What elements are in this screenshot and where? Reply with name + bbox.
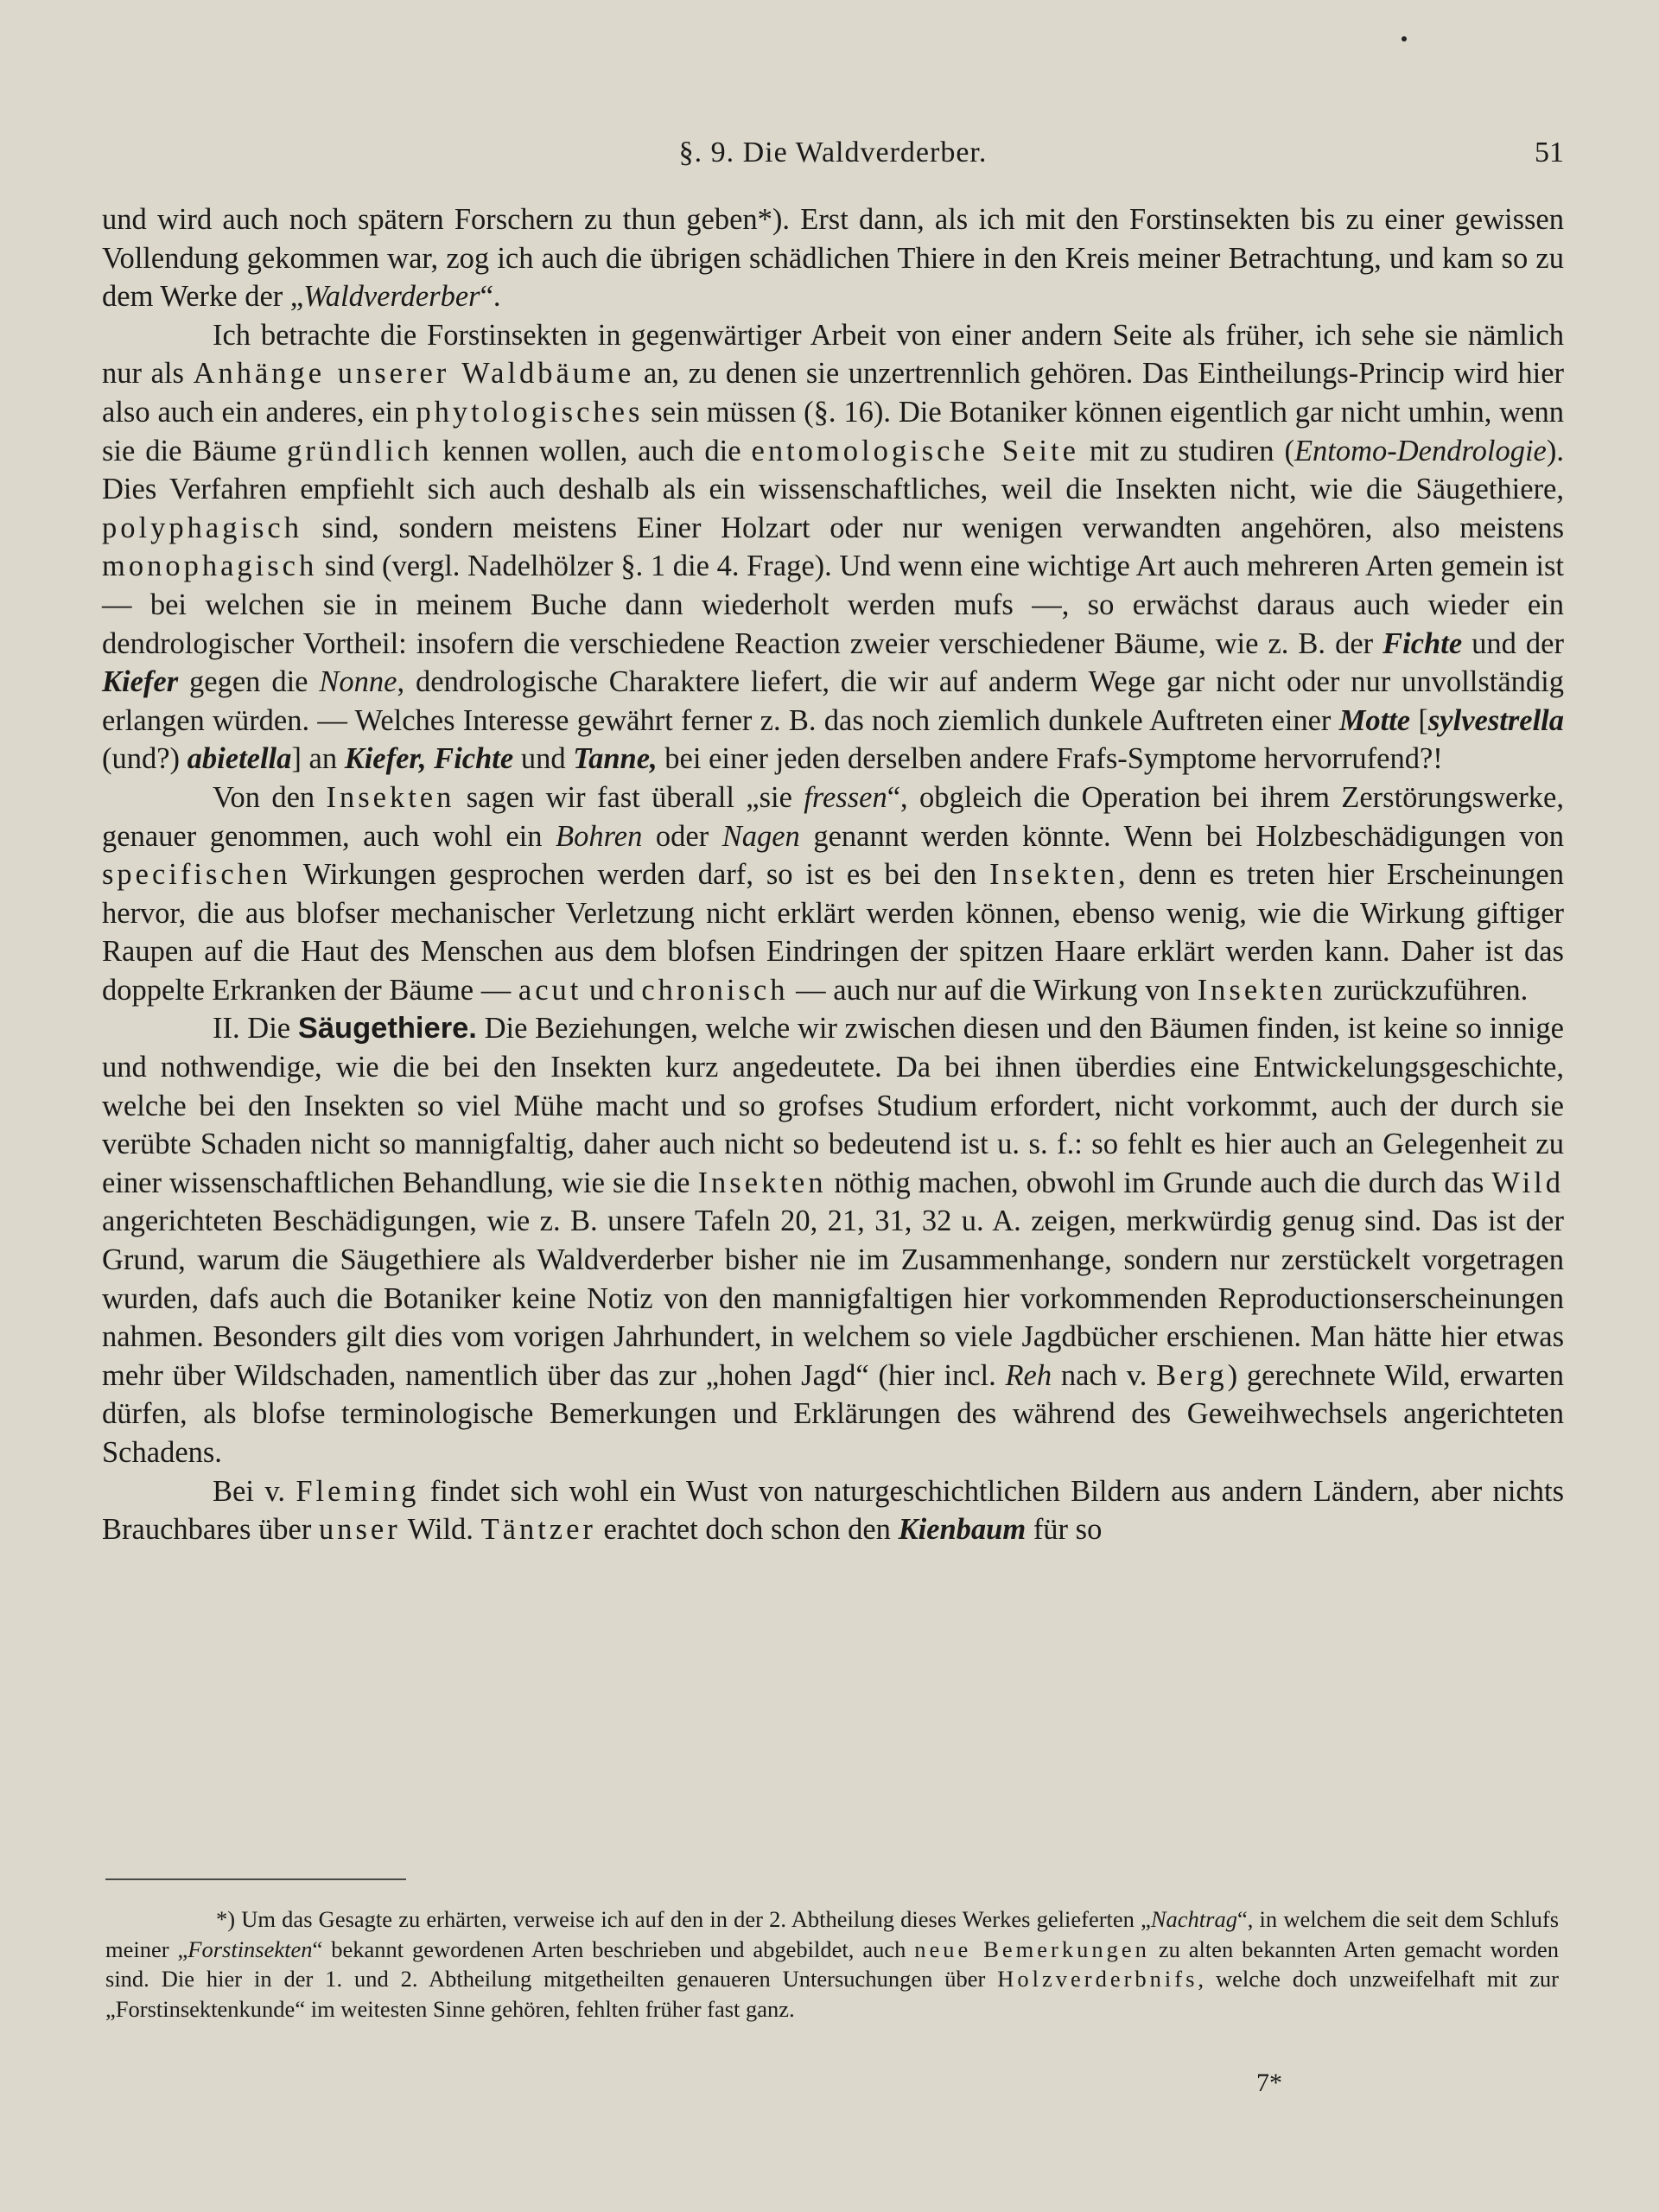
italic-run: Fichte: [1382, 626, 1463, 660]
paragraph-2: [102, 316, 1564, 779]
italic-run: Bohren: [556, 819, 643, 853]
italic-run: Waldverderber: [303, 280, 480, 314]
italic-run: Nonne: [319, 665, 397, 699]
italic-run: abietella: [187, 742, 292, 776]
spaced-run: Berg: [1156, 1358, 1228, 1392]
page-number: 51: [1535, 137, 1564, 168]
body-text: [102, 200, 1564, 1549]
text-run: sagen wir fast überall „sie: [454, 780, 804, 814]
spaced-run: chronisch: [641, 973, 789, 1007]
spaced-run: Wild: [1491, 1166, 1564, 1199]
text-run: Wirkungen gesprochen werden darf, so ist es bei den: [290, 858, 990, 892]
spaced-run: unser: [318, 1513, 401, 1547]
text-run: Bei v.: [213, 1474, 296, 1508]
italic-run: Reh: [1005, 1358, 1052, 1392]
text-run: ] an: [291, 742, 345, 776]
text-run: , dendrologische Charaktere liefert, die wir auf anderm Wege gar nicht oder nur unvollständig erlangen würden. — Welches Interesse gewährt ferner z. B. das noch ziemlich dunkele Auftreten einer: [102, 665, 1564, 737]
text-run: , welche doch unzweifelhaft mit zur „Forstinsektenkunde“ im weitesten Sinne gehören, fehlten früher fast ganz.: [105, 1966, 1559, 2022]
text-run: nach v.: [1052, 1358, 1157, 1392]
text-run: bei einer jeden derselben andere Frafs-Symptome hervorrufend?!: [657, 742, 1443, 776]
text-run: Die Beziehungen, welche wir zwischen diesen und den Bäumen finden, ist keine so innige und nothwendige, wie die bei den Insekten kurz angedeutete. Da bei ihnen überdies eine Entwickelungsgeschichte, welche bei den Insekten so viel Mühe macht und so grofses Studium erfordert, nicht vorkommt, auch der durch sie verübte Schaden nicht so mannigfaltig, daher auch nicht so bedeutend ist u. s. f.: so fehlt es hier auch an Gelegenheit zu einer wissenschaftlichen Behandlung, wie sie die: [102, 1012, 1564, 1199]
page-header: [102, 137, 1564, 180]
text-run: “, obgleich die Operation bei ihrem Zerstörungswerke, genauer genommen, auch wohl ein: [102, 780, 1564, 853]
paragraph-1: [102, 200, 1564, 316]
text-run: Ich betrachte die Forstinsekten in gegenwärtiger Arbeit von einer andern Seite als früher, ich sehe sie nämlich nur als: [102, 318, 1564, 391]
text-run: — auch nur auf die Wirkung von: [788, 973, 1198, 1007]
text-run: zurückzuführen.: [1325, 973, 1529, 1007]
section-heading-run: Säugethiere.: [297, 1012, 477, 1046]
spaced-run: Insekten: [1197, 973, 1326, 1007]
spaced-run: Holzverderbnifs: [997, 1966, 1198, 1992]
footnote-text: [105, 1904, 1559, 2024]
italic-run: Kiefer: [102, 665, 179, 699]
text-run: sein müssen (§. 16). Die Botaniker können eigentlich gar nicht umhin, wenn sie die Bäume: [102, 395, 1565, 467]
ink-speck: [1402, 36, 1407, 41]
text-run: an, zu denen sie unzertrennlich gehören. Das Eintheilungs-Princip wird hier also auch ein anderes, ein: [102, 357, 1564, 429]
italic-run: Forstinsekten: [188, 1936, 313, 1962]
spaced-run: specifischen: [102, 858, 291, 892]
spaced-run: monophagisch: [102, 550, 318, 583]
text-run: [: [1410, 703, 1428, 737]
spaced-run: Insekten: [326, 780, 455, 814]
spaced-run: Anhänge unserer Waldbäume: [193, 357, 635, 391]
spaced-run: Fleming: [296, 1474, 420, 1508]
text-run: oder: [642, 819, 722, 853]
spaced-run: neue Bemerkungen: [914, 1936, 1150, 1962]
footnote: [105, 1904, 1559, 2024]
sheet-signature: 7*: [1256, 2069, 1282, 2097]
spaced-run: Insekten: [697, 1166, 827, 1199]
running-title: §. 9. Die Waldverderber.: [678, 137, 988, 168]
italic-run: Kiefer, Fichte: [344, 742, 514, 776]
paragraph-3: [102, 779, 1564, 1010]
footnote-divider: [105, 1878, 406, 1880]
text-run: angerichteten Beschädigungen, wie z. B. unsere Tafeln 20, 21, 31, 32 u. A. zeigen, merkwürdig genug sind. Das ist der Grund, warum die Säugethiere als Waldverderber bisher nie im Zusammenhange, sondern nur zerstückelt vorgetragen wurden, dafs auch die Botaniker keine Notiz von den mannigfaltigen hier vorkommenden Reproductionserscheinungen nahmen. Besonders gilt dies vom vorigen Jahrhundert, in welchem so viele Jagdbücher erschienen. Man hätte hier etwas mehr über Wildschaden, namentlich über das zur „hohen Jagd“ (hier incl.: [102, 1205, 1564, 1392]
text-run: Wild.: [400, 1513, 481, 1547]
spaced-run: phytologisches: [416, 395, 644, 429]
text-run: “.: [480, 280, 501, 314]
spaced-run: polyphagisch: [102, 511, 302, 544]
text-run: II. Die: [213, 1012, 298, 1046]
text-run: und: [582, 973, 642, 1007]
italic-run: Entomo-Dendrologie: [1294, 434, 1547, 467]
spaced-run: acut: [518, 973, 582, 1007]
text-run: genannt werden könnte. Wenn bei Holzbeschädigungen von: [799, 819, 1564, 853]
text-run: und wird auch noch spätern Forschern zu thun geben*). Erst dann, als ich mit den Forstinsekten bis zu einer gewissen Vollendung gekommen war, zog ich auch die übrigen schädlichen Thiere in den Kreis meiner Betrachtung, und kam so zu dem Werke der „: [102, 203, 1564, 314]
italic-run: fressen: [804, 780, 887, 814]
spaced-run: Insekten: [989, 858, 1119, 892]
text-run: , denn es treten hier Erscheinungen hervor, die aus blofser mechanischer Verletzung nicht erklärt werden können, ebenso wenig, wie die Wirkung giftiger Raupen auf die Haut des Menschen aus dem blofsen Eindringen der spitzen Haare erklärt werden kann. Daher ist das doppelte Erkranken der Bäume —: [102, 858, 1564, 1007]
text-run: sind (vergl. Nadelhölzer §. 1 die 4. Frage). Und wenn eine wichtige Art auch mehreren Arten gemein ist — bei welchen sie in meinem Buche dann wiederholt werden mufs —, so erwächst daraus auch wieder ein dendrologischer Vortheil: insofern die verschiedene Reaction zweier verschiedener Bäume, wie z. B. der: [102, 550, 1564, 660]
text-run: gegen die: [178, 665, 320, 699]
text-run: zu alten bekannten Arten gemacht worden sind. Die hier in der 1. und 2. Abtheilung mitgetheilten genaueren Untersuchungen über: [105, 1936, 1559, 1992]
text-run: nöthig machen, obwohl im Grunde auch die durch das: [826, 1166, 1492, 1199]
text-run: Von den: [213, 780, 327, 814]
text-run: *) Um das Gesagte zu erhärten, verweise ich auf den in der 2. Abtheilung dieses Werkes gelieferten „: [216, 1906, 1151, 1932]
text-run: für so: [1026, 1513, 1103, 1547]
text-run: “, in welchem die seit dem Schlufs meiner „: [105, 1906, 1560, 1962]
text-run: und: [513, 742, 574, 776]
paragraph-5: [102, 1472, 1564, 1549]
text-run: ). Dies Verfahren empfiehlt sich auch deshalb als ein wissenschaftliches, weil die Insekten nicht, wie die Säugethiere,: [102, 434, 1564, 506]
text-run: mit zu studiren (: [1078, 434, 1294, 467]
italic-run: Nachtrag: [1150, 1906, 1237, 1932]
text-run: “ bekannt gewordenen Arten beschrieben und abgebildet, auch: [312, 1936, 915, 1962]
italic-run: Nagen: [721, 819, 800, 853]
italic-run: Motte: [1338, 703, 1411, 737]
text-run: ) gerechnete Wild, erwarten dürfen, als blofse terminologische Bemerkungen und Erklärungen des während des Geweihwechsels angerichteten Schadens.: [102, 1358, 1564, 1469]
text-run: findet sich wohl ein Wust von naturgeschichtlichen Bildern aus andern Ländern, aber nichts Brauchbares über: [102, 1474, 1565, 1547]
paragraph-4: [102, 1009, 1564, 1471]
text-run: sind, sondern meistens Einer Holzart oder nur wenigen verwandten angehören, also meistens: [302, 511, 1564, 544]
text-run: (und?): [102, 742, 188, 776]
text-run: und der: [1462, 626, 1564, 660]
text-run: erachtet doch schon den: [595, 1513, 899, 1547]
text-run: kennen wollen, auch die: [432, 434, 752, 467]
spaced-run: gründlich: [287, 434, 433, 467]
italic-run: sylvestrella: [1427, 703, 1564, 737]
italic-run: Kienbaum: [898, 1513, 1027, 1547]
spaced-run: entomologische Seite: [751, 434, 1079, 467]
spaced-run: Täntzer: [480, 1513, 596, 1547]
italic-run: Tanne,: [573, 742, 658, 776]
